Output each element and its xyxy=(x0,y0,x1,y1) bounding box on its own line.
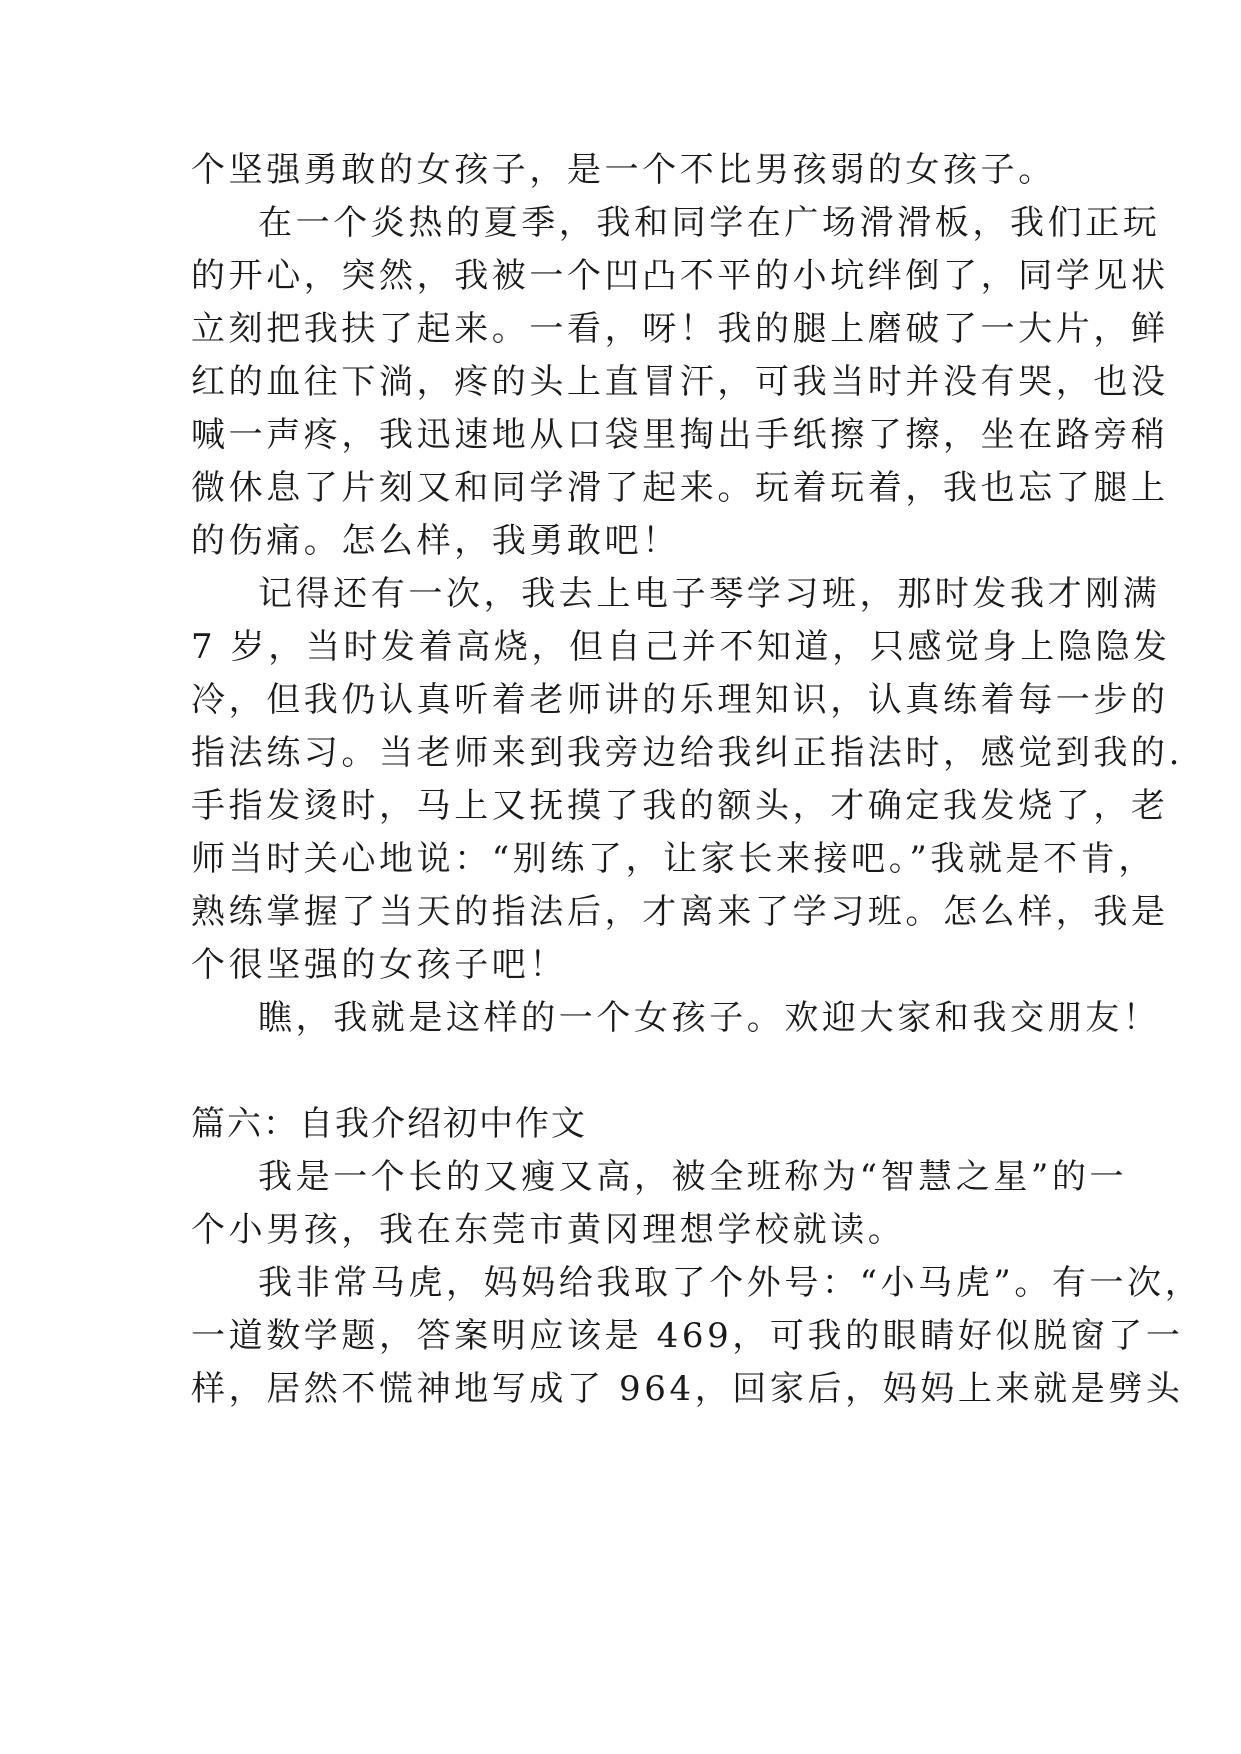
text-line: 个坚强勇敢的女孩子，是一个不比男孩弱的女孩子。 xyxy=(191,150,1056,190)
paragraph-first-line: 我是一个长的又瘦又高，被全班称为“智慧之星”的一 xyxy=(258,1157,1128,1197)
text-line: 一道数学题，答案明应该是 469，可我的眼睛好似脱窗了一 xyxy=(191,1316,1184,1356)
text-line: 个小男孩，我在东莞市黄冈理想学校就读。 xyxy=(191,1210,906,1250)
text-line: 7 岁，当时发着高烧，但自己并不知道，只感觉身上隐隐发 xyxy=(191,627,1171,667)
text-line: 微休息了片刻又和同学滑了起来。玩着玩着，我也忘了腿上 xyxy=(191,468,1169,508)
paragraph-first-line: 瞧，我就是这样的一个女孩子。欢迎大家和我交朋友！ xyxy=(258,998,1161,1038)
text-line: 的开心，突然，我被一个凹凸不平的小坑绊倒了，同学见状 xyxy=(191,256,1169,296)
text-line: 熟练掌握了当天的指法后，才离来了学习班。怎么样，我是 xyxy=(191,892,1169,932)
text-line: 的伤痛。怎么样，我勇敢吧！ xyxy=(191,521,680,561)
section-heading: 篇六：自我介绍初中作文 xyxy=(191,1104,587,1144)
text-line: 个很坚强的女孩子吧！ xyxy=(191,945,567,985)
paragraph-first-line: 我非常马虎，妈妈给我取了个外号：“小马虎”。有一次， xyxy=(258,1263,1203,1303)
text-line: 师当时关心地说：“别练了，让家长来接吧。”我就是不肯， xyxy=(191,839,1156,879)
text-line: 手指发烫时，马上又抚摸了我的额头，才确定我发烧了，老 xyxy=(191,786,1169,826)
text-line: 样，居然不慌神地写成了 964，回家后，妈妈上来就是劈头 xyxy=(191,1369,1184,1409)
text-line: 指法练习。当老师来到我旁边给我纠正指法时，感觉到我的. xyxy=(191,733,1184,773)
text-line: 红的血往下淌，疼的头上直冒汗，可我当时并没有哭，也没 xyxy=(191,362,1169,402)
text-line: 喊一声疼，我迅速地从口袋里掏出手纸擦了擦，坐在路旁稍 xyxy=(191,415,1169,455)
paragraph-first-line: 记得还有一次，我去上电子琴学习班，那时发我才刚满 xyxy=(258,574,1161,614)
paragraph-first-line: 在一个炎热的夏季，我和同学在广场滑滑板，我们正玩 xyxy=(258,203,1161,243)
text-line: 立刻把我扶了起来。一看，呀！我的腿上磨破了一大片，鲜 xyxy=(191,309,1169,349)
text-line: 冷，但我仍认真听着老师讲的乐理知识，认真练着每一步的 xyxy=(191,680,1169,720)
